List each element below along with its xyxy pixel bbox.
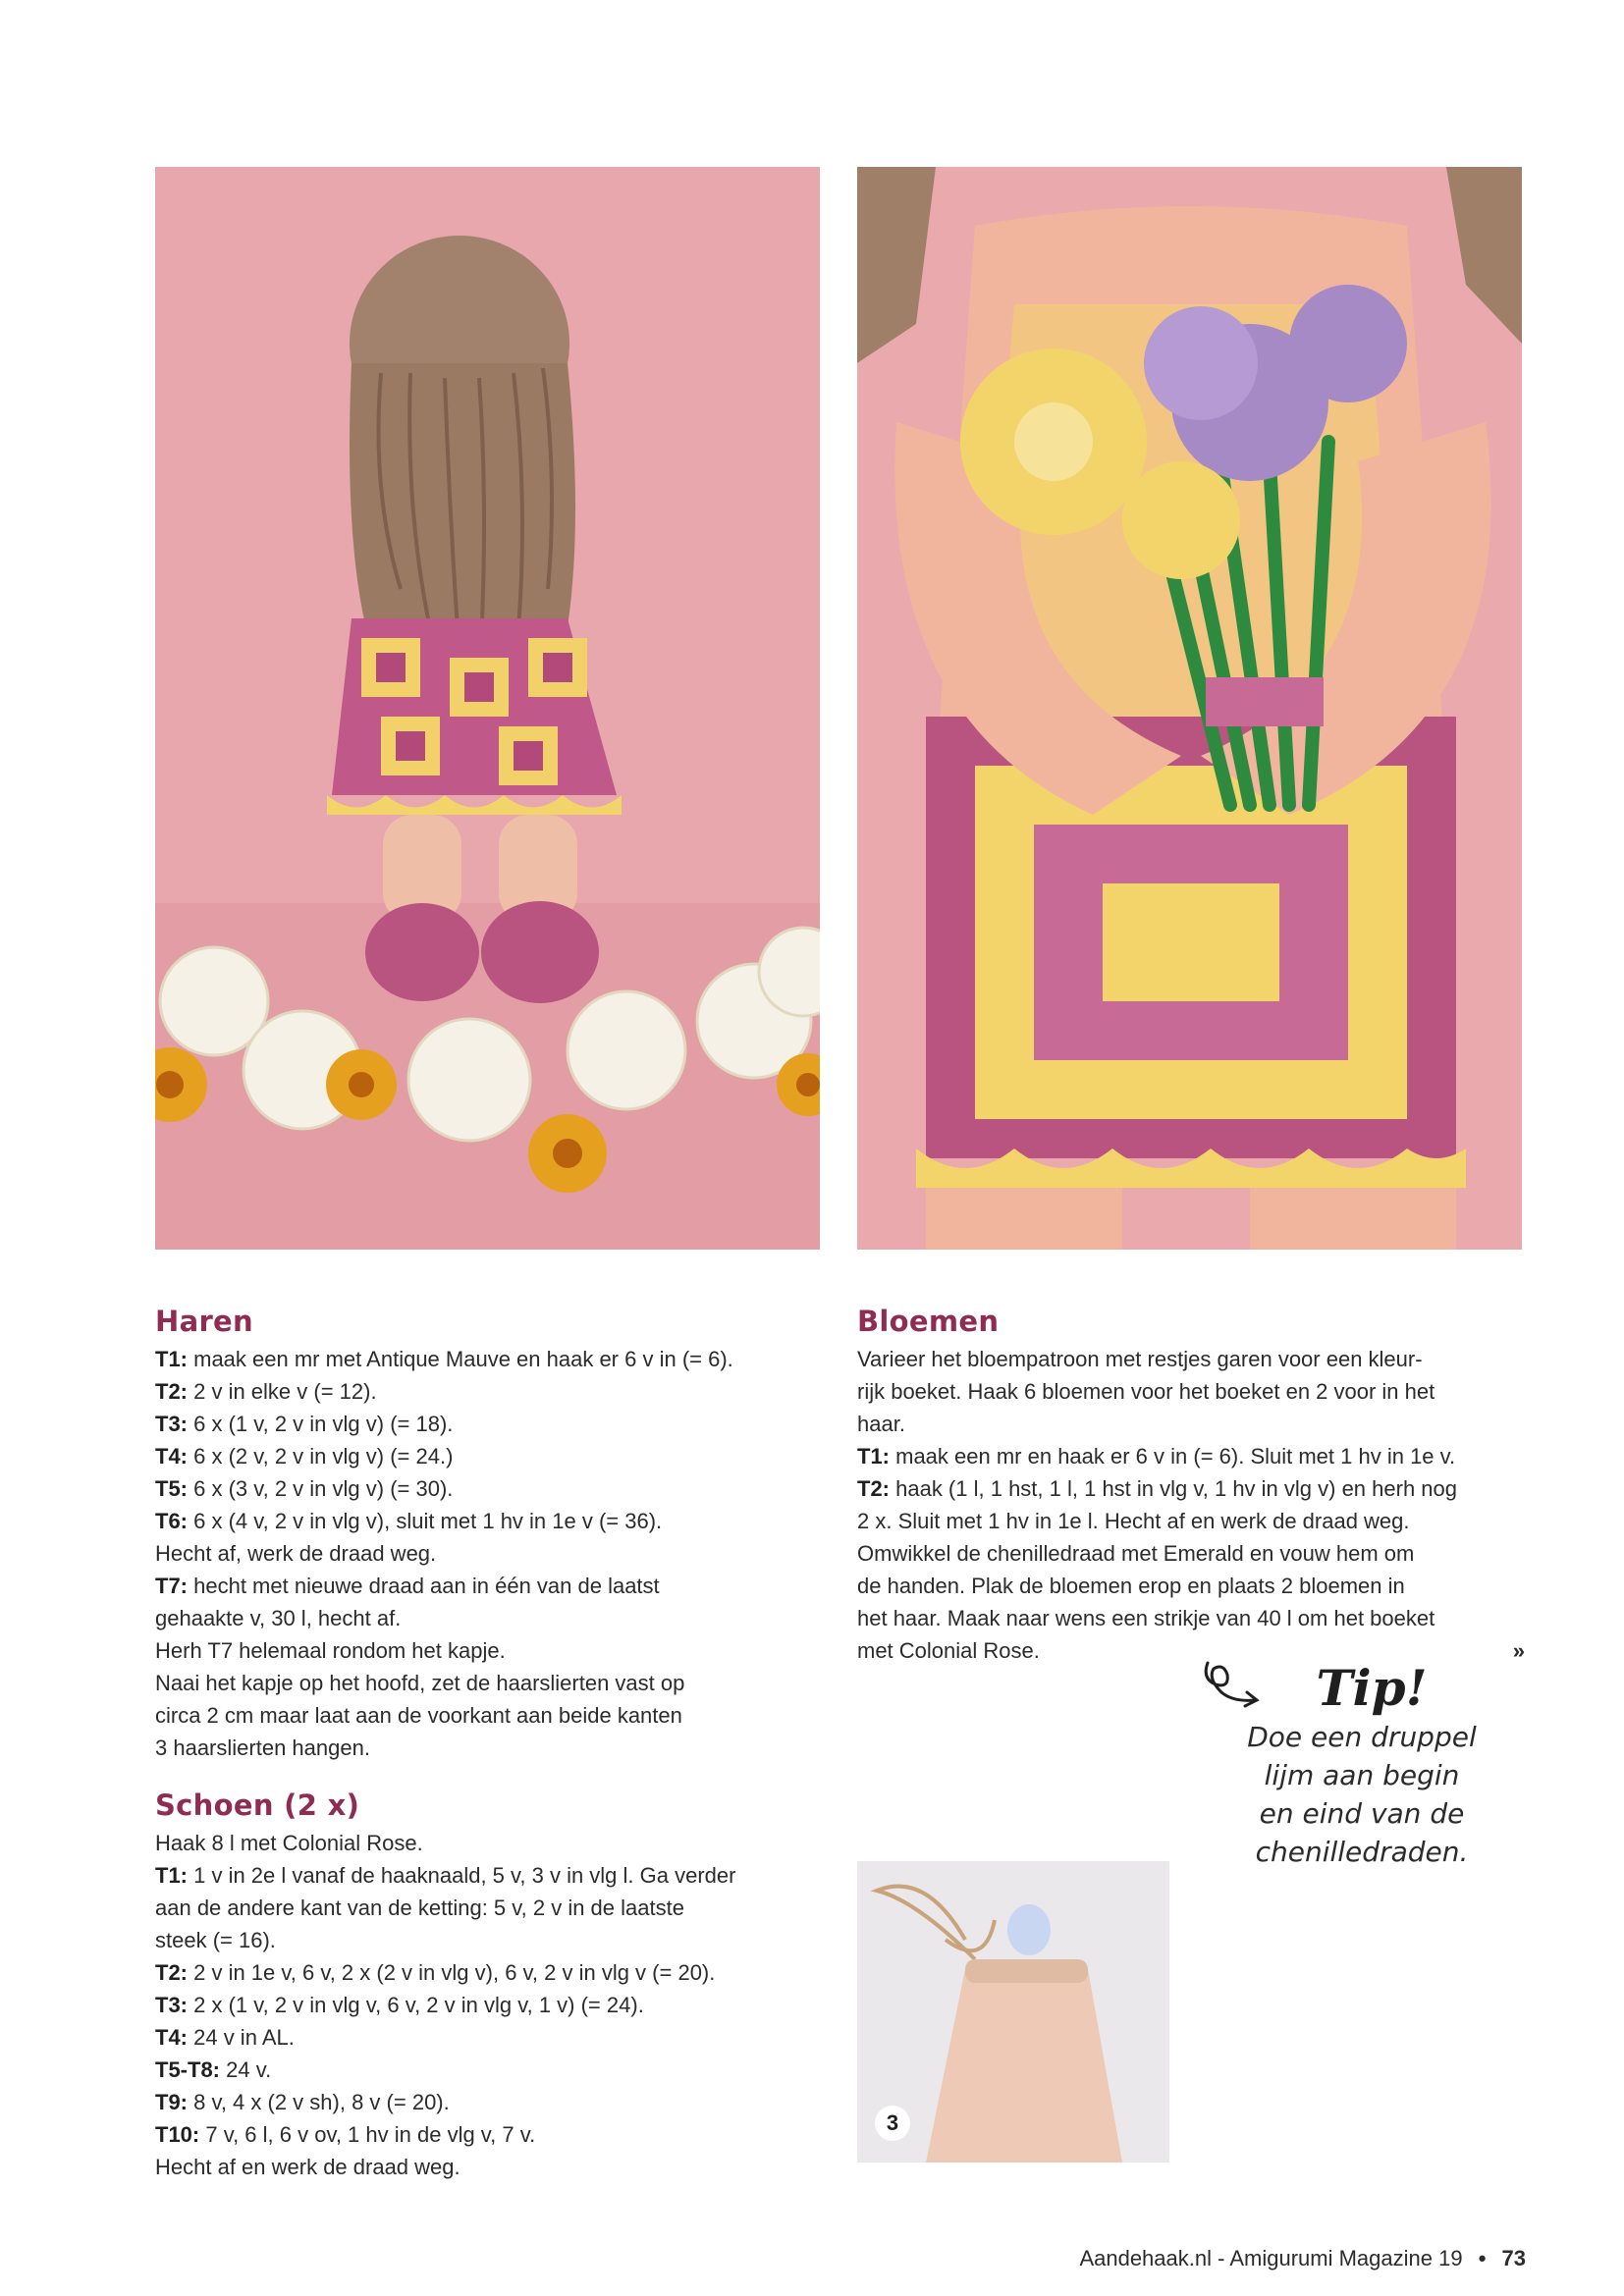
section-body-haren xyxy=(155,1343,823,1764)
instruction-line: Varieer het bloempatroon met restjes garen voor een kleur- xyxy=(857,1347,1423,1371)
section-body-bloemen xyxy=(857,1343,1525,1667)
instruction-line: steek (= 16). xyxy=(155,1928,276,1952)
section-heading-haren: Haren xyxy=(155,1305,253,1338)
instruction-line: T5-T8: 24 v. xyxy=(155,2057,272,2082)
continue-arrow-icon: » xyxy=(1512,1638,1525,1663)
instruction-line: T10: 7 v, 6 l, 6 v ov, 1 hv in de vlg v, 7 v. xyxy=(155,2122,536,2147)
instruction-line: T1: maak een mr en haak er 6 v in (= 6). Sluit met 1 hv in 1e v. xyxy=(857,1444,1456,1468)
photo-number-badge: 3 xyxy=(875,2106,910,2141)
section-body-schoen xyxy=(155,1827,823,2183)
instruction-line: Herh T7 helemaal rondom het kapje. xyxy=(155,1638,506,1663)
instruction-line: 3 haarslierten hangen. xyxy=(155,1735,370,1760)
instruction-line: Hecht af, werk de draad weg. xyxy=(155,1541,437,1566)
instruction-line: rijk boeket. Haak 6 bloemen voor het boeket en 2 voor in het xyxy=(857,1379,1435,1404)
tip-text-line: en eind van de xyxy=(1259,1797,1465,1830)
instruction-line: circa 2 cm maar laat aan de voorkant aan beide kanten xyxy=(155,1703,682,1728)
instruction-line: aan de andere kant van de ketting: 5 v, 2 v in de laatste xyxy=(155,1896,684,1920)
tip-text-line: lijm aan begin xyxy=(1264,1759,1460,1791)
page-footer xyxy=(1079,2246,1526,2271)
instruction-line: gehaakte v, 30 l, hecht af. xyxy=(155,1606,402,1630)
bouquet-closeup-photo xyxy=(857,167,1522,1250)
tip-title: Tip! xyxy=(1316,1659,1428,1717)
instruction-line: T4: 6 x (2 v, 2 v in vlg v) (= 24.) xyxy=(155,1444,454,1468)
page-number: 73 xyxy=(1501,2246,1526,2270)
instruction-line: Omwikkel de chenilledraad met Emerald en vouw hem om xyxy=(857,1541,1415,1566)
instruction-line: T1: maak een mr met Antique Mauve en haak er 6 v in (= 6). xyxy=(155,1347,733,1371)
instruction-line: Haak 8 l met Colonial Rose. xyxy=(155,1831,423,1855)
instruction-line: T3: 2 x (1 v, 2 v in vlg v, 6 v, 2 v in vlg v, 1 v) (= 24). xyxy=(155,1993,644,2017)
instruction-line: T2: 2 v in elke v (= 12). xyxy=(155,1379,377,1404)
tip-text-line: Doe een druppel xyxy=(1247,1721,1477,1753)
step-photo xyxy=(857,1861,1169,2163)
section-heading-schoen: Schoen (2 x) xyxy=(155,1789,360,1822)
instruction-line: met Colonial Rose. xyxy=(857,1638,1040,1663)
instruction-line: T5: 6 x (3 v, 2 v in vlg v) (= 30). xyxy=(155,1476,454,1501)
instruction-line: T2: 2 v in 1e v, 6 v, 2 x (2 v in vlg v), 6 v, 2 v in vlg v (= 20). xyxy=(155,1960,716,1985)
instruction-line: 2 x. Sluit met 1 hv in 1e l. Hecht af en werk de draad weg. xyxy=(857,1509,1410,1533)
tip-box xyxy=(1200,1659,1524,1871)
instruction-line: T1: 1 v in 2e l vanaf de haaknaald, 5 v, 3 v in vlg l. Ga verder xyxy=(155,1863,736,1888)
instruction-line: het haar. Maak naar wens een strikje van 40 l om het boeket xyxy=(857,1606,1435,1630)
instruction-line: T6: 6 x (4 v, 2 v in vlg v), sluit met 1 hv in 1e v (= 36). xyxy=(155,1509,663,1533)
section-heading-bloemen: Bloemen xyxy=(857,1305,1000,1338)
footer-separator: • xyxy=(1478,2246,1487,2270)
tip-text-line: chenilledraden. xyxy=(1255,1836,1469,1868)
instruction-line: de handen. Plak de bloemen erop en plaats 2 bloemen in xyxy=(857,1574,1405,1598)
instruction-line: T4: 24 v in AL. xyxy=(155,2025,295,2050)
instruction-line: Hecht af en werk de draad weg. xyxy=(155,2155,460,2179)
instruction-line: T7: hecht met nieuwe draad aan in één van de laatst xyxy=(155,1574,660,1598)
footer-source: Aandehaak.nl - Amigurumi Magazine 19 xyxy=(1079,2246,1463,2270)
right-text-column xyxy=(857,1302,1525,1667)
instruction-line: T3: 6 x (1 v, 2 v in vlg v) (= 18). xyxy=(155,1412,454,1436)
instruction-line: T2: haak (1 l, 1 hst, 1 l, 1 hst in vlg v, 1 hv in vlg v) en herh nog xyxy=(857,1476,1458,1501)
instruction-line: T9: 8 v, 4 x (2 v sh), 8 v (= 20). xyxy=(155,2090,450,2114)
left-text-column xyxy=(155,1302,823,2183)
instruction-line: Naai het kapje op het hoofd, zet de haarslierten vast op xyxy=(155,1671,685,1695)
instruction-line: haar. xyxy=(857,1412,905,1436)
doll-back-photo xyxy=(155,167,820,1250)
